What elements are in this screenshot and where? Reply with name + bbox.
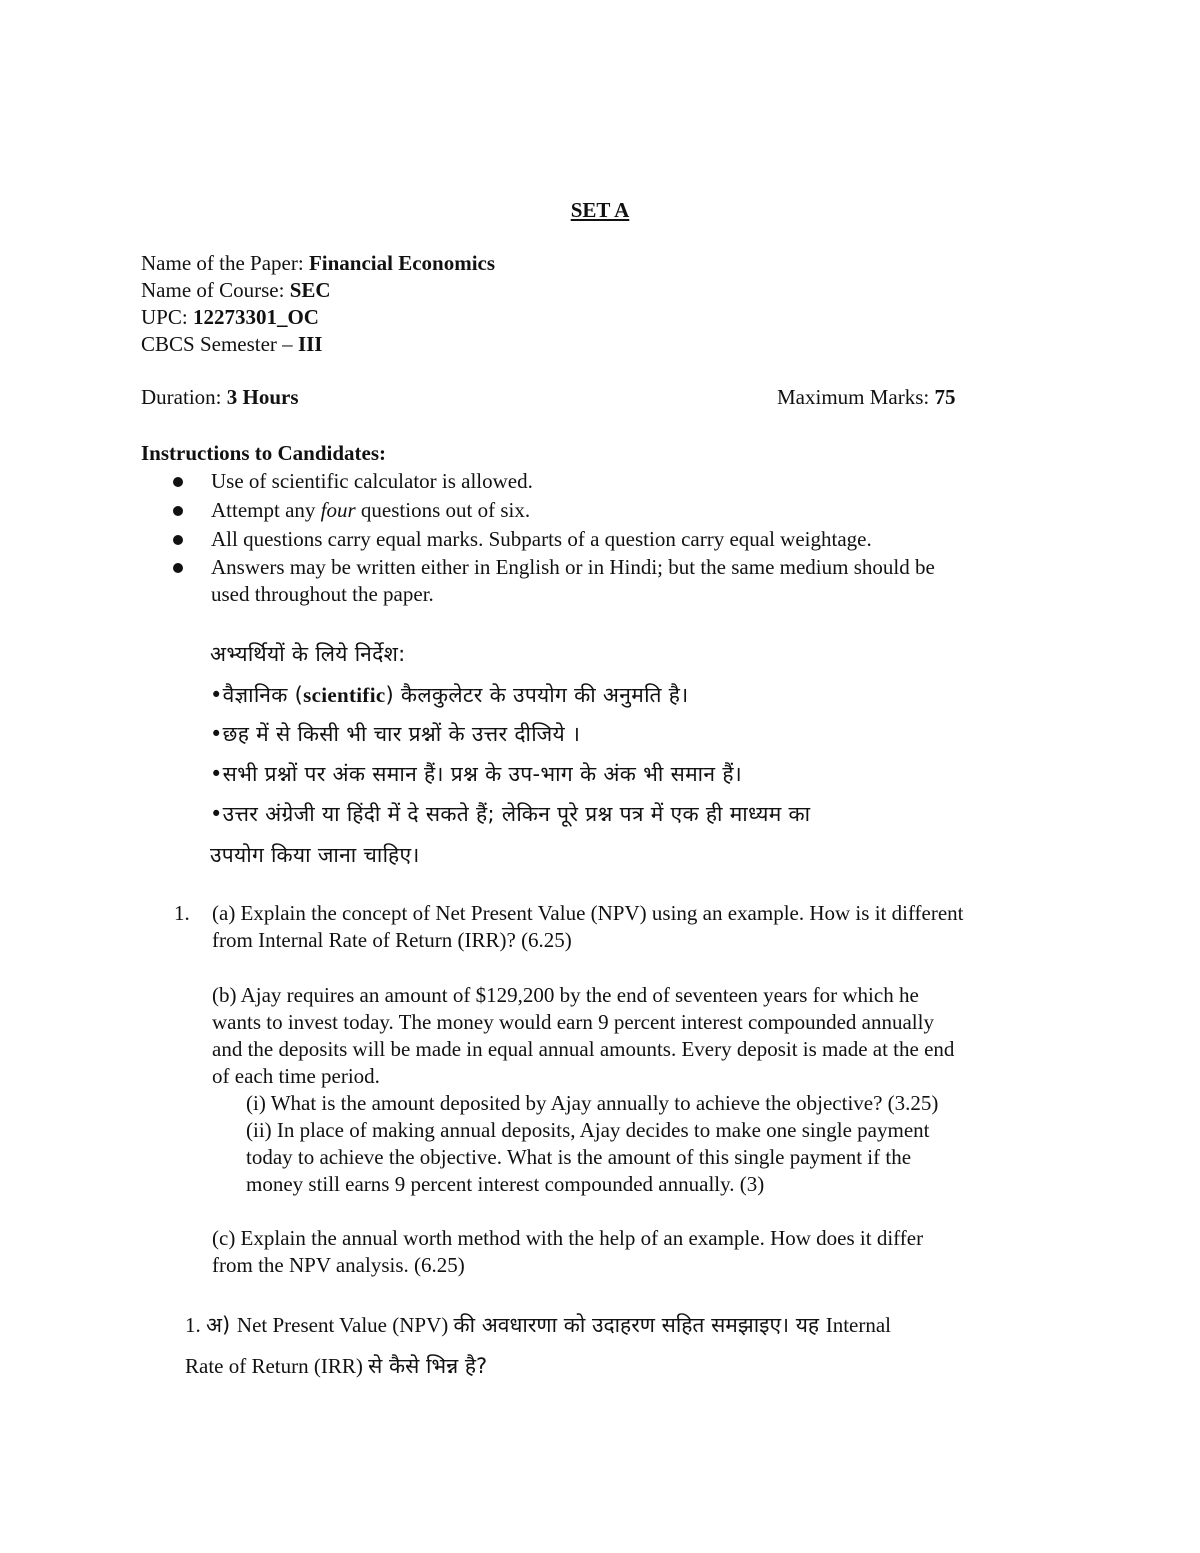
bullet-icon [173, 563, 183, 573]
semester-line: CBCS Semester – III [141, 332, 323, 356]
question-1b: (b) Ajay requires an amount of $129,200 by the end of seventeen years for which he wants to invest today. The money would earn 9 percent interest compounded annually and the deposits will be made in equal annual amounts. Every deposit is made at the end of each time period. [212, 983, 955, 1088]
course-name: SEC [289, 278, 331, 302]
semester-value: III [297, 332, 323, 356]
question-1c: (c) Explain the annual worth method with the help of an example. How does it differ from the NPV analysis. (6.25) [212, 1226, 924, 1277]
course-name-line: Name of Course: SEC [141, 278, 331, 302]
question-1a: (a) Explain the concept of Net Present Value (NPV) using an example. How is it different from Internal Rate of Return (IRR)? (6.25) [212, 901, 964, 952]
paper-name-line: Name of the Paper: Financial Economics [141, 251, 496, 275]
instruction-item: Attempt any four questions out of six. [211, 498, 531, 522]
max-marks-value: 75 [934, 385, 956, 409]
bullet-icon [173, 477, 183, 487]
hindi-instruction-item-continued: उपयोग किया जाना चाहिए। [210, 843, 420, 867]
question-1b-ii: (ii) In place of making annual deposits, Ajay decides to make one single payment today to achieve the objective. What is the amount of this single payment if the money still earns 9 percent interest compounded annually. (3) [246, 1118, 930, 1196]
hindi-instruction-item: •वैज्ञानिक (scientific) कैलकुलेटर के उपयोग की अनुमति है। [210, 683, 689, 707]
hindi-instruction-item: •उत्तर अंग्रेजी या हिंदी में दे सकते हैं; लेकिन पूरे प्रश्न पत्र में एक ही माध्यम का [210, 802, 811, 826]
duration-value: 3 Hours [226, 385, 299, 409]
bullet-icon [173, 535, 183, 545]
instruction-item: Use of scientific calculator is allowed. [211, 469, 533, 493]
paper-meta [141, 250, 495, 358]
duration-line: Duration: 3 Hours [141, 385, 299, 409]
hindi-question-1a-line1: 1. अ) Net Present Value (NPV) की अवधारणा को उदाहरण सहित समझाइए। यह Internal [185, 1313, 892, 1337]
max-marks-line: Maximum Marks: 75 [777, 385, 956, 409]
bullet-icon [173, 506, 183, 516]
question-number: 1. [174, 901, 190, 925]
hindi-question-1a-line2: Rate of Return (IRR) से कैसे भिन्न है? [185, 1354, 488, 1378]
instruction-item: Answers may be written either in English or in Hindi; but the same medium should be [211, 555, 935, 579]
hindi-instructions-heading: अभ्यर्थियों के लिये निर्देश: [210, 642, 406, 666]
instruction-item: All questions carry equal marks. Subparts of a question carry equal weightage. [211, 527, 872, 551]
set-title: SET A [570, 198, 630, 222]
upc-line: UPC: 12273301_OC [141, 305, 319, 329]
hindi-instruction-item: •सभी प्रश्नों पर अंक समान हैं। प्रश्न के उप-भाग के अंक भी समान हैं। [210, 762, 743, 786]
hindi-instruction-item: •छह में से किसी भी चार प्रश्नों के उत्तर दीजिये । [210, 722, 581, 746]
paper-name: Financial Economics [308, 251, 496, 275]
question-1b-i: (i) What is the amount deposited by Ajay annually to achieve the objective? (3.25) [246, 1091, 939, 1115]
instructions-heading: Instructions to Candidates: [141, 441, 387, 465]
instruction-item-continued: used throughout the paper. [211, 582, 434, 606]
upc-code: 12273301_OC [192, 305, 319, 329]
